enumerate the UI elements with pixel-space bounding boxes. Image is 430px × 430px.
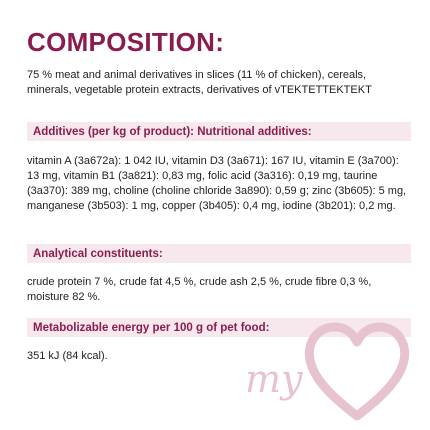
logo-text: my <box>245 357 303 401</box>
composition-text: 75 % meat and animal derivatives in slices (11 % of chicken), cereals, minerals, vegetable protein extracts, derivatives of vTEKTETTEKTEKT <box>27 69 372 96</box>
analytical-heading: Analytical constituents: <box>33 247 163 260</box>
additives-heading-band <box>27 122 411 141</box>
energy-text: 351 kJ (84 kcal). <box>27 350 108 362</box>
additives-text: vitamin A (3a672a): 1 042 IU, vitamin D3 (3a671): 167 IU, vitamin E (3a700): 13 mg, vitamin B1 (3a821): 0,83 mg, folic acid (3a316): 0,19 mg, taurine (3a370): 389 mg, choline (choline chloride 3a890): 0,59 g; zinc (3b605): 5 mg, manganese (3b503): 1 mg, copper (3b405): 0,4 mg, iodine (3b201): 0,2 mg. <box>27 155 407 212</box>
page-title: COMPOSITION: <box>27 27 225 57</box>
analytical-heading-band <box>27 244 411 263</box>
heart-outline-icon <box>309 327 404 416</box>
energy-heading: Metabolizable energy per 100 g of pet food: <box>33 321 270 334</box>
additives-heading: Additives (per kg of product): Nutritional additives: <box>33 125 312 138</box>
analytical-text: crude protein 7 %, crude fat 4,5 %, crude ash 2,5 %, crude fibre 0,3 %, moisture 82 %. <box>27 276 372 303</box>
brand-logo <box>243 312 421 422</box>
